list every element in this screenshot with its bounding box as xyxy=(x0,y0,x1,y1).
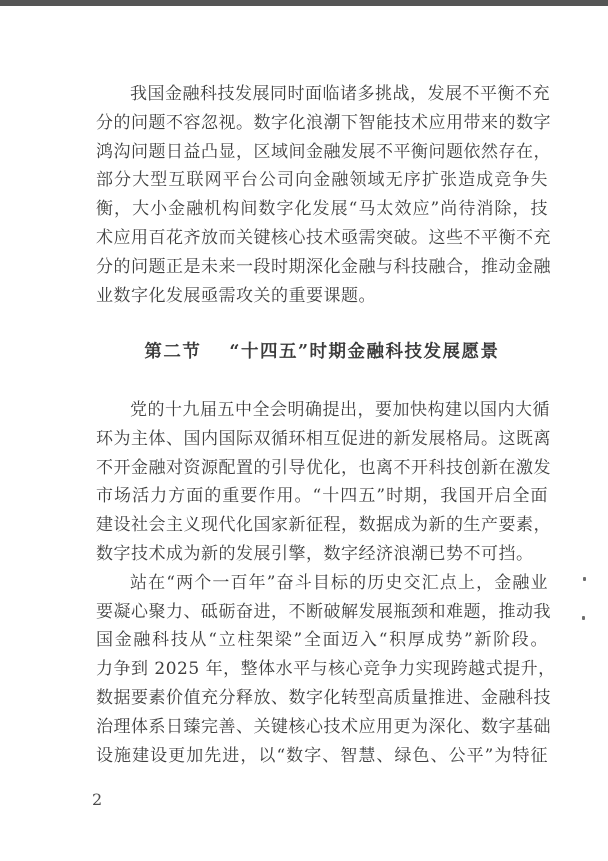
text-line: 市场活力方面的重要作用。“十四五”时期，我国开启全面 xyxy=(96,486,548,507)
text-line: 站在“两个一百年”奋斗目标的历史交汇点上，金融业 xyxy=(130,572,548,593)
scan-speck xyxy=(582,616,585,620)
text-line: 数字技术成为新的发展引擎，数字经济浪潮已势不可挡。 xyxy=(96,543,534,564)
text-line: 我国金融科技发展同时面临诸多挑战，发展不平衡不充 xyxy=(130,84,550,104)
text-line: 不开金融对资源配置的引导优化，也离不开科技创新在激发 xyxy=(96,457,551,478)
text-line: 部分大型互联网平台公司向金融领域无序扩张造成竞争失 xyxy=(96,170,548,191)
paragraph-challenges xyxy=(96,80,551,310)
text-line: 衡，大小金融机构间数字化发展“马太效应”尚待消除，技 xyxy=(96,199,548,220)
text-line: 要凝心聚力、砥砺奋进，不断破解发展瓶颈和难题，推动我 xyxy=(96,601,551,622)
section-heading-title: “十四五”时期金融科技发展愿景 xyxy=(229,342,500,362)
text-line: 治理体系日臻完善、关键核心技术应用更为深化、数字基础 xyxy=(96,716,551,737)
text-line: 分的问题不容忽视。数字化浪潮下智能技术应用带来的数字 xyxy=(96,112,551,133)
text-line: 设施建设更加先进，以“数字、智慧、绿色、公平”为特征 xyxy=(96,745,548,766)
text-line: 分的问题正是未来一段时期深化金融与科技融合，推动金融 xyxy=(96,256,551,277)
text-line: 力争到 2025 年，整体水平与核心竞争力实现跨越式提升， xyxy=(96,659,556,680)
section-heading xyxy=(96,338,548,367)
page-number: 2 xyxy=(92,790,103,809)
text-line: 鸿沟问题日益凸显，区域间金融发展不平衡问题依然存在， xyxy=(96,141,551,162)
scan-top-edge xyxy=(0,0,608,6)
text-line: 党的十九届五中全会明确提出，要加快构建以国内大循 xyxy=(130,400,550,420)
text-line: 业数字化发展亟需攻关的重要课题。 xyxy=(96,285,376,306)
text-line: 国金融科技从“立柱架梁”全面迈入“积厚成势”新阶段。 xyxy=(96,630,548,651)
scan-speck xyxy=(583,577,586,581)
text-line: 术应用百花齐放而关键核心技术亟需突破。这些不平衡不充 xyxy=(96,227,551,248)
text-line: 建设社会主义现代化国家新征程，数据成为新的生产要素， xyxy=(96,515,551,536)
paragraph-2025-goals xyxy=(96,569,556,771)
text-line: 环为主体、国内国际双循环相互促进的新发展格局。这既离 xyxy=(96,428,551,449)
paragraphs-vision xyxy=(96,396,556,770)
section-heading-label: 第二节 xyxy=(144,342,202,362)
text-line: 数据要素价值充分释放、数字化转型高质量推进、金融科技 xyxy=(96,687,551,708)
paragraph-new-pattern xyxy=(96,396,551,569)
